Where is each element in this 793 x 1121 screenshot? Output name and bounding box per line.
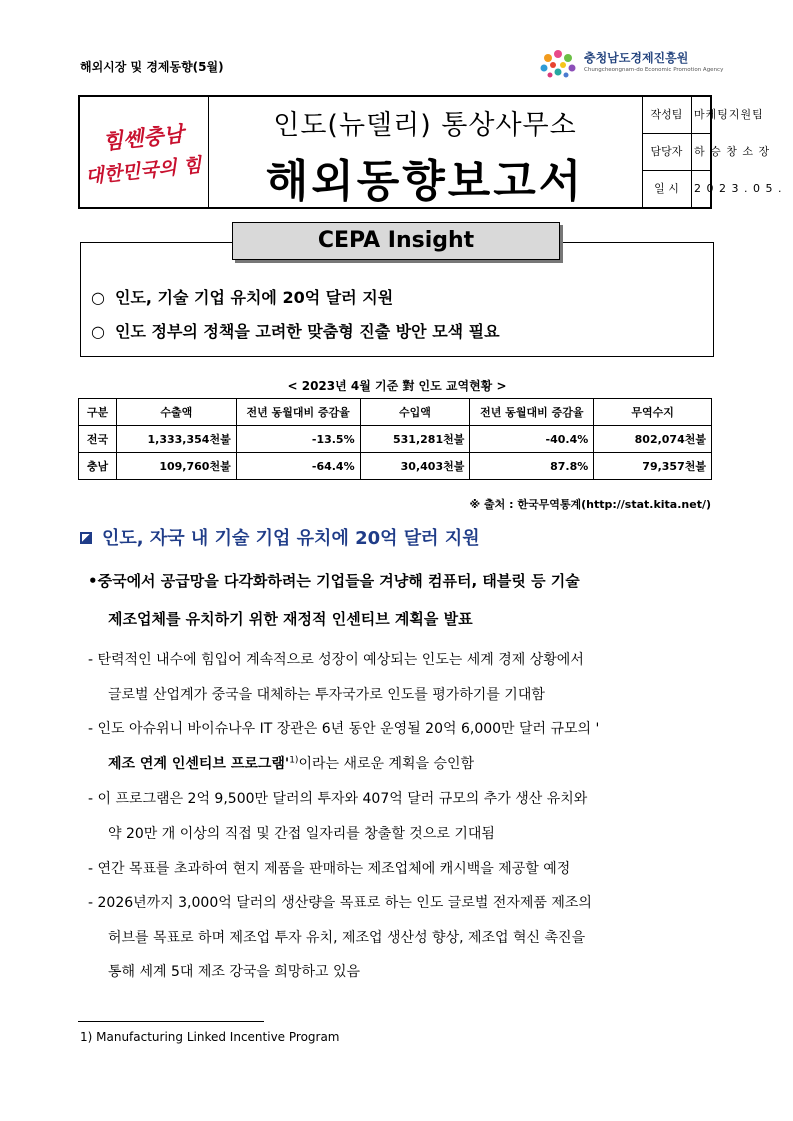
slogan-line1: 힘쎈충남 — [101, 120, 185, 155]
table-cell: -13.5% — [236, 426, 360, 453]
table-cell: 충남 — [79, 453, 117, 480]
footnote-divider — [78, 1021, 264, 1022]
meta-table — [642, 97, 783, 207]
meta-row-person — [642, 134, 771, 171]
table-header-row — [79, 399, 712, 426]
paragraph-line: 통해 세계 5대 제조 강국을 희망하고 있음 — [108, 964, 360, 980]
program-name: 제조 연계 인센티브 프로그램' — [108, 756, 290, 772]
meta-key: 작성팀 — [642, 97, 692, 133]
paragraph-line: - 2026년까지 3,000억 달러의 생산량을 목표로 하는 인도 글로벌 전자제품 제조의 — [88, 895, 592, 911]
meta-value: 마케팅지원팀 — [694, 108, 764, 121]
doc-header-label: 해외시장 및 경제동향(5월) — [80, 60, 224, 74]
table-source: ※ 출처 : 한국무역통계(http://stat.kita.net/) — [469, 498, 711, 511]
meta-key: 일 시 — [642, 171, 692, 207]
table-cell: 1,333,354천불 — [116, 426, 236, 453]
table-cell: 전국 — [79, 426, 117, 453]
table-cell: 30,403천불 — [360, 453, 470, 480]
table-header: 구분 — [79, 399, 117, 426]
agency-logo — [536, 46, 724, 82]
paragraph-line: - 연간 목표를 초과하여 현지 제품을 판매하는 제조업체에 캐시백을 제공할 예정 — [88, 861, 571, 877]
paragraph-text: 이라는 새로운 계획을 승인함 — [298, 756, 475, 772]
paragraph-line: 글로벌 산업계가 중국을 대체하는 투자국가로 인도를 평가하기를 기대함 — [108, 687, 545, 703]
trade-table-title: < 2023년 4월 기준 對 인도 교역현황 > — [287, 379, 507, 393]
table-header: 전년 동월대비 증감율 — [470, 399, 594, 426]
paragraph-line: 허브를 목표로 하며 제조업 투자 유치, 제조업 생산성 향상, 제조업 혁신 촉진을 — [108, 930, 586, 946]
slogan-calligraphy — [80, 97, 208, 207]
meta-row-date — [642, 171, 783, 207]
insight-item — [91, 319, 500, 342]
table-header: 무역수지 — [594, 399, 712, 426]
table-row — [79, 453, 712, 480]
lead-line: •중국에서 공급망을 다각화하려는 기업들을 겨냥해 컴퓨터, 태블릿 등 기술 — [88, 572, 580, 590]
section-title-text: 인도, 자국 내 기술 기업 유치에 20억 달러 지원 — [102, 528, 480, 549]
lead-line: 제조업체를 유치하기 위한 재정적 인센티브 계획을 발표 — [108, 610, 473, 628]
logo-subtitle: Chungcheongnam-do Economic Promotion Agency — [584, 67, 724, 73]
flower-logo-icon — [536, 46, 580, 82]
table-cell: 87.8% — [470, 453, 594, 480]
slogan-box — [80, 97, 209, 207]
table-header: 전년 동월대비 증감율 — [236, 399, 360, 426]
circle-bullet-icon: ○ — [91, 288, 105, 307]
paragraph-line: - 탄력적인 내수에 힘입어 계속적으로 성장이 예상되는 인도는 세계 경제 상황에서 — [88, 652, 584, 668]
table-header: 수입액 — [360, 399, 470, 426]
circle-bullet-icon: ○ — [91, 322, 105, 341]
footnote: 1) Manufacturing Linked Incentive Program — [80, 1030, 340, 1044]
footnote-ref: 1) — [289, 755, 299, 766]
insight-title: CEPA Insight — [232, 222, 560, 260]
meta-row-team — [642, 97, 764, 134]
table-header: 수출액 — [116, 399, 236, 426]
section-title — [80, 524, 480, 550]
report-title: 해외동향보고서 — [265, 156, 585, 207]
insight-text: 인도 정부의 정책을 고려한 맞춤형 진출 방안 모색 필요 — [115, 322, 500, 341]
meta-key: 담당자 — [642, 134, 692, 170]
section-square-icon — [80, 532, 92, 544]
title-block — [78, 95, 783, 209]
office-name: 인도(뉴델리) 통상사무소 — [273, 110, 577, 141]
table-cell: 531,281천불 — [360, 426, 470, 453]
insight-text: 인도, 기술 기업 유치에 20억 달러 지원 — [115, 288, 394, 307]
table-row — [79, 426, 712, 453]
meta-value: 2 0 2 3 . 0 5 . — [694, 182, 783, 195]
meta-value: 하 승 창 소 장 — [694, 145, 771, 158]
table-cell: 802,074천불 — [594, 426, 712, 453]
paragraph-line: 약 20만 개 이상의 직접 및 간접 일자리를 창출할 것으로 기대됨 — [108, 826, 495, 842]
table-cell: 79,357천불 — [594, 453, 712, 480]
table-cell: -64.4% — [236, 453, 360, 480]
paragraph-line — [108, 753, 474, 773]
title-center — [208, 97, 643, 207]
paragraph-line: - 이 프로그램은 2억 9,500만 달러의 투자와 407억 달러 규모의 추가 생산 유치와 — [88, 791, 588, 807]
logo-name: 충청남도경제진흥원 — [584, 51, 689, 65]
trade-table — [78, 398, 712, 480]
table-cell: -40.4% — [470, 426, 594, 453]
slogan-line2: 대한민국의 힘 — [84, 153, 203, 189]
insight-item — [91, 285, 393, 308]
paragraph-line: - 인도 아슈위니 바이슈나우 IT 장관은 6년 동안 운영될 20억 6,000만 달러 규모의 ' — [88, 721, 600, 737]
table-cell: 109,760천불 — [116, 453, 236, 480]
